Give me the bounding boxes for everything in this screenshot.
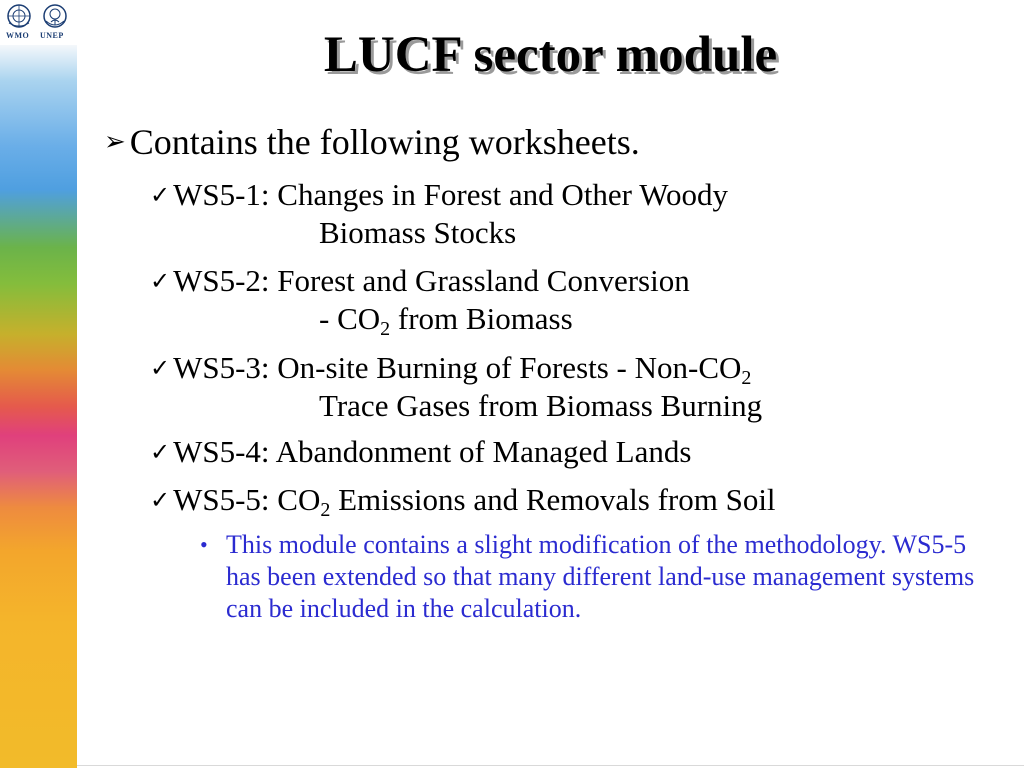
- note-text: This module contains a slight modification of the methodology. WS5-5 has been extended so that many different land-use management systems can be included in the calculation.: [226, 530, 975, 623]
- worksheet-line-continued: Trace Gases from Biomass Burning: [319, 388, 763, 423]
- decorative-color-sidebar: [0, 45, 77, 768]
- checkmark-icon: ✓: [150, 181, 171, 209]
- unep-label: UNEP: [40, 31, 64, 40]
- note-bullet: [200, 529, 990, 625]
- text-segment: WS5-5: CO: [173, 482, 321, 517]
- unep-emblem-icon: [42, 3, 68, 29]
- wmo-emblem-icon: [6, 3, 32, 29]
- checkmark-icon: ✓: [150, 486, 171, 514]
- text-segment: - CO: [319, 301, 381, 336]
- subscript: 2: [741, 367, 752, 389]
- text-segment: from Biomass: [390, 301, 573, 336]
- wmo-label: WMO: [6, 31, 30, 40]
- text-segment: WS5-3: On-site Burning of Forests - Non-CO: [173, 350, 742, 385]
- checkmark-icon: ✓: [150, 267, 171, 295]
- intro-bullet: [104, 121, 640, 163]
- logo-area: [0, 0, 77, 45]
- worksheet-item: [150, 176, 728, 252]
- worksheet-line-continued: [150, 300, 690, 338]
- checkmark-icon: ✓: [150, 438, 171, 466]
- worksheet-line: WS5-1: Changes in Forest and Other Woody: [173, 177, 728, 212]
- subscript: 2: [380, 318, 391, 340]
- arrow-bullet-icon: ➢: [104, 127, 126, 157]
- worksheet-line: WS5-4: Abandonment of Managed Lands: [173, 434, 692, 469]
- worksheet-item: [150, 349, 762, 425]
- worksheet-line-continued: Biomass Stocks: [319, 215, 517, 250]
- worksheet-item: [150, 481, 776, 519]
- bottom-divider: [77, 765, 1024, 766]
- round-bullet-icon: •: [200, 532, 208, 557]
- intro-text: Contains the following worksheets.: [129, 122, 640, 162]
- subscript: 2: [320, 499, 331, 521]
- slide-title: LUCF sector module: [323, 27, 778, 83]
- worksheet-item: [150, 433, 691, 471]
- worksheet-line: WS5-2: Forest and Grassland Conversion: [173, 263, 690, 298]
- worksheet-item: [150, 262, 690, 338]
- checkmark-icon: ✓: [150, 354, 171, 382]
- text-segment: Emissions and Removals from Soil: [330, 482, 776, 517]
